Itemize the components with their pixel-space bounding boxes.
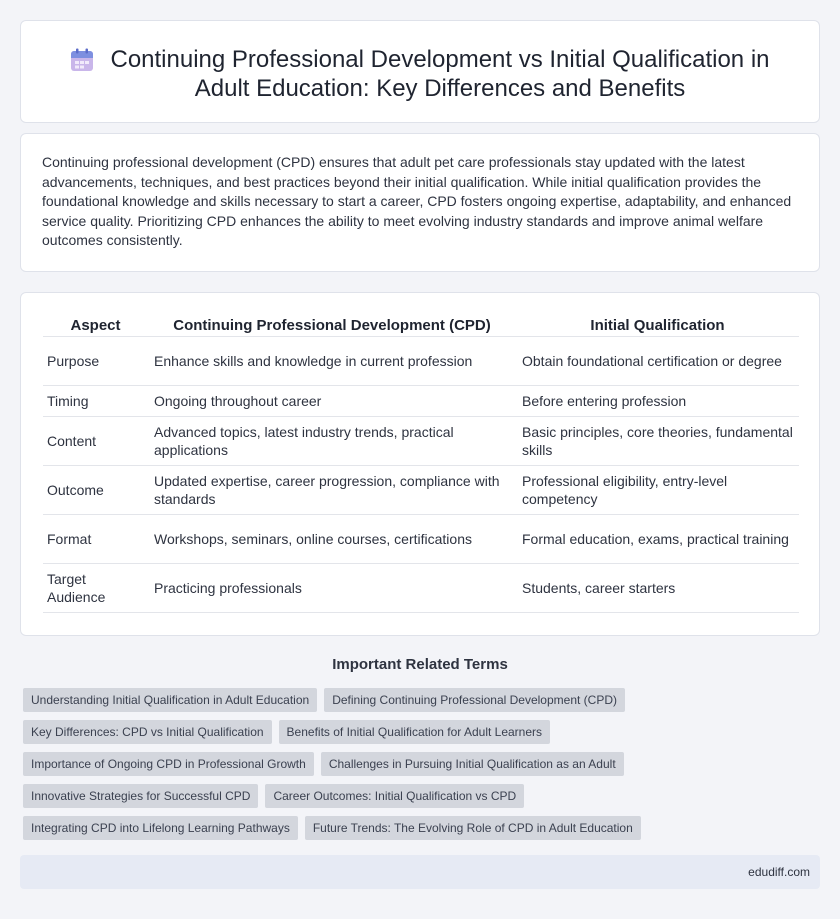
related-terms-heading: Important Related Terms — [332, 656, 508, 673]
related-term-link[interactable]: Innovative Strategies for Successful CPD — [23, 784, 258, 808]
cell-cpd: Enhance skills and knowledge in current profession — [148, 337, 516, 386]
table-row — [43, 466, 799, 515]
related-term-link[interactable]: Key Differences: CPD vs Initial Qualification — [23, 720, 272, 744]
cell-aspect: Target Audience — [43, 564, 148, 613]
table-row — [43, 386, 799, 417]
table-header-row — [43, 314, 799, 337]
page-title: Continuing Professional Development vs Initial Qualification in Adult Education: Key Differences and Benefits — [110, 46, 770, 102]
related-terms-list — [23, 688, 803, 840]
header-cpd: Continuing Professional Development (CPD) — [148, 314, 516, 337]
cell-aspect: Format — [43, 515, 148, 564]
table-row — [43, 417, 799, 466]
related-term-link[interactable]: Defining Continuing Professional Development (CPD) — [324, 688, 625, 712]
comparison-table — [43, 314, 799, 613]
cell-aspect: Timing — [43, 386, 148, 417]
table-row — [43, 337, 799, 386]
title-card — [20, 20, 820, 123]
cell-cpd: Workshops, seminars, online courses, certifications — [148, 515, 516, 564]
site-name[interactable]: edudiff.com — [748, 865, 810, 879]
cell-cpd: Practicing professionals — [148, 564, 516, 613]
cell-aspect: Purpose — [43, 337, 148, 386]
cell-cpd: Advanced topics, latest industry trends, practical applications — [148, 417, 516, 466]
comparison-table-card — [20, 292, 820, 636]
intro-card — [20, 133, 820, 272]
table-row — [43, 564, 799, 613]
footer — [20, 855, 820, 889]
cell-aspect: Outcome — [43, 466, 148, 515]
cell-initial: Students, career starters — [516, 564, 799, 613]
related-term-link[interactable]: Challenges in Pursuing Initial Qualification as an Adult — [321, 752, 624, 776]
cell-initial: Obtain foundational certification or degree — [516, 337, 799, 386]
related-term-link[interactable]: Benefits of Initial Qualification for Adult Learners — [279, 720, 550, 744]
related-term-link[interactable]: Importance of Ongoing CPD in Professional Growth — [23, 752, 314, 776]
cell-cpd: Updated expertise, career progression, compliance with standards — [148, 466, 516, 515]
cell-cpd: Ongoing throughout career — [148, 386, 516, 417]
header-initial: Initial Qualification — [516, 314, 799, 337]
table-row — [43, 515, 799, 564]
intro-paragraph: Continuing professional development (CPD) ensures that adult pet care professionals stay updated with the latest advancements, techniques, and best practices beyond their initial qualification. While initial qualification provides the foundational knowledge and skills necessary to start a career, CPD fosters ongoing expertise, adaptability, and enhanced service quality. Prioritizing CPD enhances the ability to meet evolving industry standards and improve animal welfare outcomes consistently. — [42, 154, 792, 248]
related-term-link[interactable]: Integrating CPD into Lifelong Learning Pathways — [23, 816, 298, 840]
cell-initial: Basic principles, core theories, fundamental skills — [516, 417, 799, 466]
cell-aspect: Content — [43, 417, 148, 466]
header-aspect: Aspect — [43, 314, 148, 337]
cell-initial: Before entering profession — [516, 386, 799, 417]
cell-initial: Formal education, exams, practical training — [516, 515, 799, 564]
related-term-link[interactable]: Future Trends: The Evolving Role of CPD in Adult Education — [305, 816, 641, 840]
related-term-link[interactable]: Understanding Initial Qualification in Adult Education — [23, 688, 317, 712]
cell-initial: Professional eligibility, entry-level competency — [516, 466, 799, 515]
related-term-link[interactable]: Career Outcomes: Initial Qualification vs CPD — [265, 784, 524, 808]
